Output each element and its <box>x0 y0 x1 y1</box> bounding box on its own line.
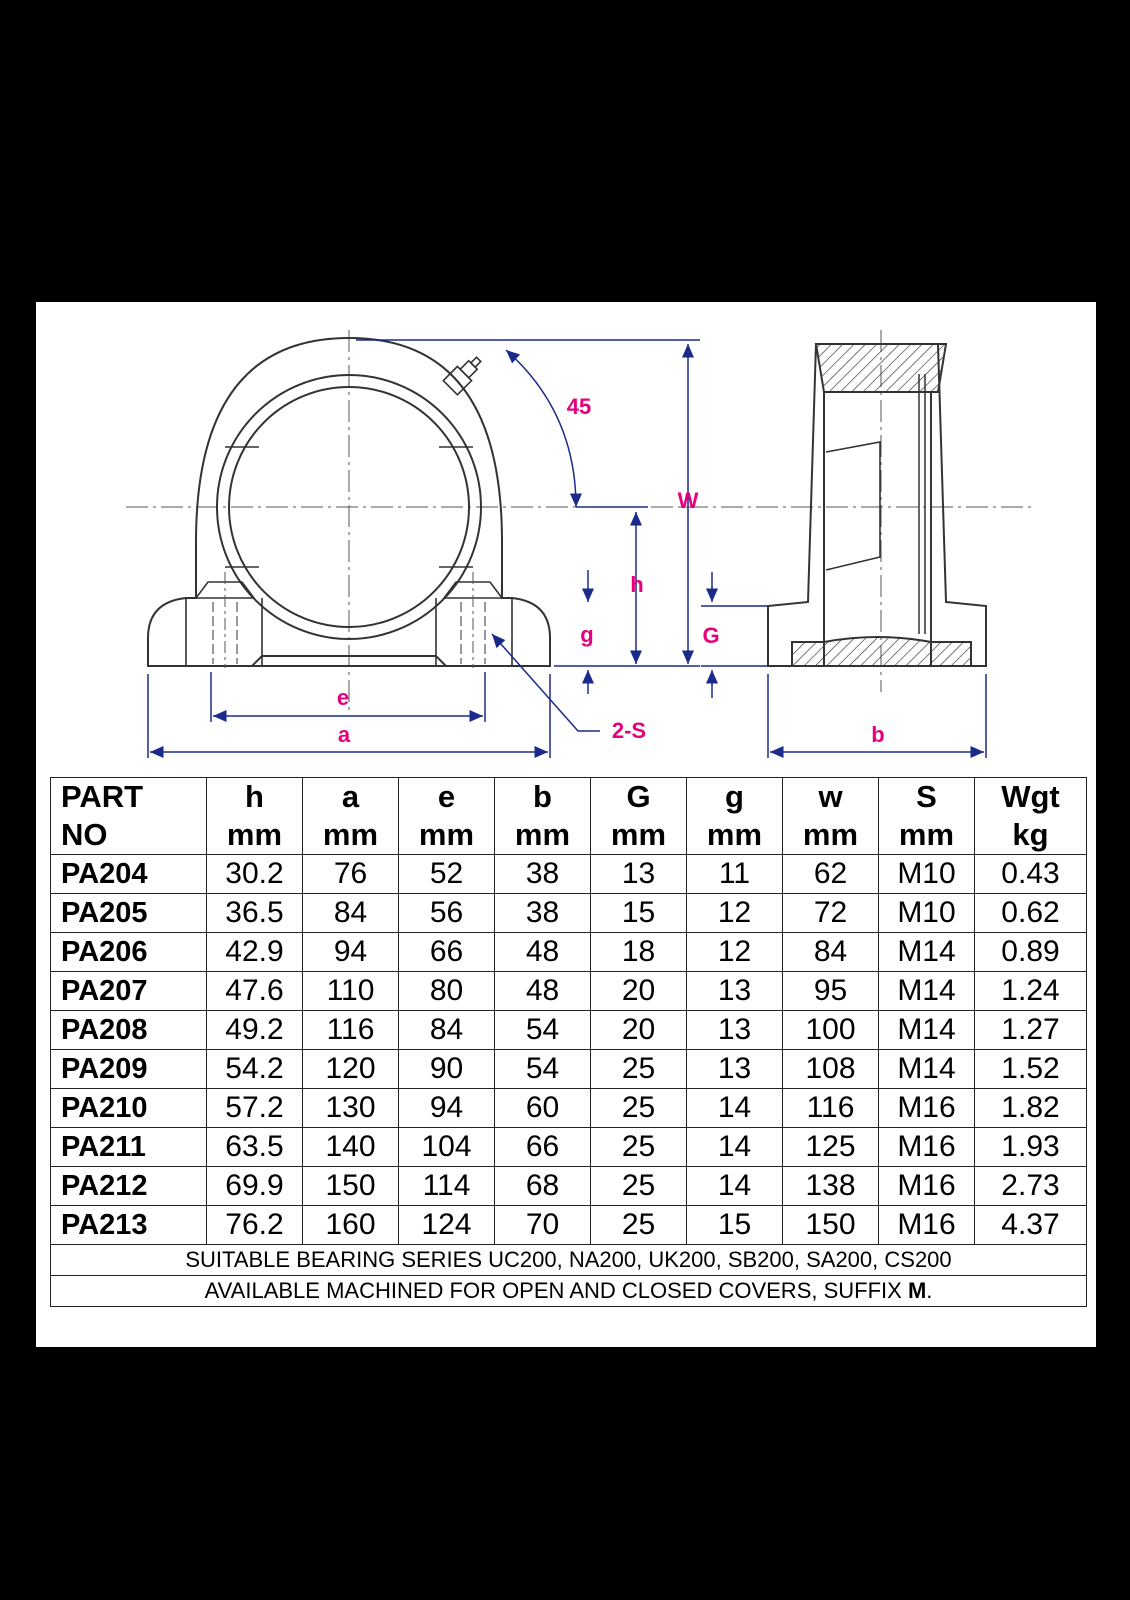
column-header: PART NO <box>51 778 207 855</box>
table-cell: 95 <box>783 972 879 1011</box>
table-row <box>51 972 1087 1011</box>
table-cell: 70 <box>495 1206 591 1245</box>
table-cell: 49.2 <box>207 1011 303 1050</box>
table-cell: 138 <box>783 1167 879 1206</box>
g-large-label: G <box>702 623 720 648</box>
table-cell: 68 <box>495 1167 591 1206</box>
table-cell: 84 <box>303 894 399 933</box>
table-cell: 90 <box>399 1050 495 1089</box>
table-cell: 20 <box>591 972 687 1011</box>
table-cell: 54 <box>495 1011 591 1050</box>
table-cell: 94 <box>399 1089 495 1128</box>
table-cell: 38 <box>495 894 591 933</box>
table-cell: 36.5 <box>207 894 303 933</box>
table-cell: 14 <box>687 1167 783 1206</box>
table-cell: M14 <box>879 1011 975 1050</box>
column-header: b mm <box>495 778 591 855</box>
datasheet <box>36 302 1096 1347</box>
table-cell: M10 <box>879 894 975 933</box>
table-cell: 54 <box>495 1050 591 1089</box>
table-row <box>51 855 1087 894</box>
column-header: e mm <box>399 778 495 855</box>
table-row <box>51 894 1087 933</box>
table-cell: 56 <box>399 894 495 933</box>
w-label: W <box>677 488 699 513</box>
table-cell: 54.2 <box>207 1050 303 1089</box>
table-row <box>51 1089 1087 1128</box>
table-cell: M14 <box>879 1050 975 1089</box>
table-cell: 66 <box>399 933 495 972</box>
table-cell: 11 <box>687 855 783 894</box>
table-cell: 14 <box>687 1128 783 1167</box>
table-cell: M16 <box>879 1167 975 1206</box>
table-cell: 48 <box>495 972 591 1011</box>
table-cell: 15 <box>591 894 687 933</box>
pillow-block-drawing <box>36 302 1096 777</box>
dimensions-table <box>50 777 1087 1307</box>
table-cell: 0.62 <box>975 894 1087 933</box>
table-cell: 52 <box>399 855 495 894</box>
part-number-cell: PA205 <box>51 894 207 933</box>
table-cell: 76 <box>303 855 399 894</box>
table-cell: 80 <box>399 972 495 1011</box>
table-cell: 125 <box>783 1128 879 1167</box>
table-cell: 25 <box>591 1050 687 1089</box>
table-cell: 72 <box>783 894 879 933</box>
table-cell: 150 <box>303 1167 399 1206</box>
table-cell: 12 <box>687 894 783 933</box>
table-cell: M14 <box>879 933 975 972</box>
table-cell: 13 <box>591 855 687 894</box>
table-cell: 116 <box>783 1089 879 1128</box>
s-label: 2-S <box>611 718 647 743</box>
table-cell: 13 <box>687 972 783 1011</box>
table-cell: 94 <box>303 933 399 972</box>
table-cell: 160 <box>303 1206 399 1245</box>
table-row <box>51 1128 1087 1167</box>
table-cell: 116 <box>303 1011 399 1050</box>
table-cell: 120 <box>303 1050 399 1089</box>
table-cell: 20 <box>591 1011 687 1050</box>
b-label: b <box>871 722 885 747</box>
table-cell: 1.24 <box>975 972 1087 1011</box>
table-cell: M16 <box>879 1206 975 1245</box>
table-cell: 62 <box>783 855 879 894</box>
table-cell: 114 <box>399 1167 495 1206</box>
table-cell: 25 <box>591 1206 687 1245</box>
table-cell: 140 <box>303 1128 399 1167</box>
table-row <box>51 933 1087 972</box>
table-cell: 110 <box>303 972 399 1011</box>
table-row <box>51 1050 1087 1089</box>
column-header: w mm <box>783 778 879 855</box>
table-cell: 0.89 <box>975 933 1087 972</box>
table-cell: 2.73 <box>975 1167 1087 1206</box>
table-cell: 1.52 <box>975 1050 1087 1089</box>
part-number-cell: PA206 <box>51 933 207 972</box>
table-cell: 1.27 <box>975 1011 1087 1050</box>
table-cell: 25 <box>591 1089 687 1128</box>
table-cell: M16 <box>879 1128 975 1167</box>
table-cell: 4.37 <box>975 1206 1087 1245</box>
table-cell: 14 <box>687 1089 783 1128</box>
table-cell: 57.2 <box>207 1089 303 1128</box>
part-number-cell: PA210 <box>51 1089 207 1128</box>
part-number-cell: PA213 <box>51 1206 207 1245</box>
table-cell: 69.9 <box>207 1167 303 1206</box>
table-cell: 25 <box>591 1128 687 1167</box>
column-header: g mm <box>687 778 783 855</box>
g-small-label: g <box>580 622 594 647</box>
a-label: a <box>337 722 351 747</box>
table-cell: 76.2 <box>207 1206 303 1245</box>
table-cell: 150 <box>783 1206 879 1245</box>
table-cell: 60 <box>495 1089 591 1128</box>
column-header: S mm <box>879 778 975 855</box>
column-header: a mm <box>303 778 399 855</box>
part-number-cell: PA212 <box>51 1167 207 1206</box>
table-cell: 1.82 <box>975 1089 1087 1128</box>
table-row <box>51 1011 1087 1050</box>
table-cell: 18 <box>591 933 687 972</box>
table-cell: 104 <box>399 1128 495 1167</box>
footer-machined-note: AVAILABLE MACHINED FOR OPEN AND CLOSED COVERS, SUFFIX M. <box>51 1276 1087 1307</box>
table-cell: M14 <box>879 972 975 1011</box>
h-label: h <box>630 572 644 597</box>
table-cell: 84 <box>399 1011 495 1050</box>
footer-series-note: SUITABLE BEARING SERIES UC200, NA200, UK200, SB200, SA200, CS200 <box>51 1245 1087 1276</box>
part-number-cell: PA204 <box>51 855 207 894</box>
table-cell: 15 <box>687 1206 783 1245</box>
table-cell: 63.5 <box>207 1128 303 1167</box>
part-number-cell: PA211 <box>51 1128 207 1167</box>
table-cell: 13 <box>687 1011 783 1050</box>
table-cell: 0.43 <box>975 855 1087 894</box>
side-view <box>768 330 986 692</box>
table-cell: 25 <box>591 1167 687 1206</box>
table-cell: 30.2 <box>207 855 303 894</box>
part-number-cell: PA209 <box>51 1050 207 1089</box>
table-cell: 42.9 <box>207 933 303 972</box>
column-header: Wgt kg <box>975 778 1087 855</box>
table-cell: 47.6 <box>207 972 303 1011</box>
column-header: G mm <box>591 778 687 855</box>
table-cell: 38 <box>495 855 591 894</box>
part-number-cell: PA207 <box>51 972 207 1011</box>
table-cell: M10 <box>879 855 975 894</box>
part-number-cell: PA208 <box>51 1011 207 1050</box>
table-cell: 13 <box>687 1050 783 1089</box>
column-header: h mm <box>207 778 303 855</box>
table-cell: 1.93 <box>975 1128 1087 1167</box>
table-cell: 48 <box>495 933 591 972</box>
table-row <box>51 1206 1087 1245</box>
angle-label: 45 <box>566 394 592 419</box>
table-cell: 130 <box>303 1089 399 1128</box>
e-label: e <box>336 685 350 710</box>
table-cell: 84 <box>783 933 879 972</box>
table-cell: 12 <box>687 933 783 972</box>
table-cell: 100 <box>783 1011 879 1050</box>
table-cell: 124 <box>399 1206 495 1245</box>
table-cell: 108 <box>783 1050 879 1089</box>
table-cell: 66 <box>495 1128 591 1167</box>
table-row <box>51 1167 1087 1206</box>
table-cell: M16 <box>879 1089 975 1128</box>
